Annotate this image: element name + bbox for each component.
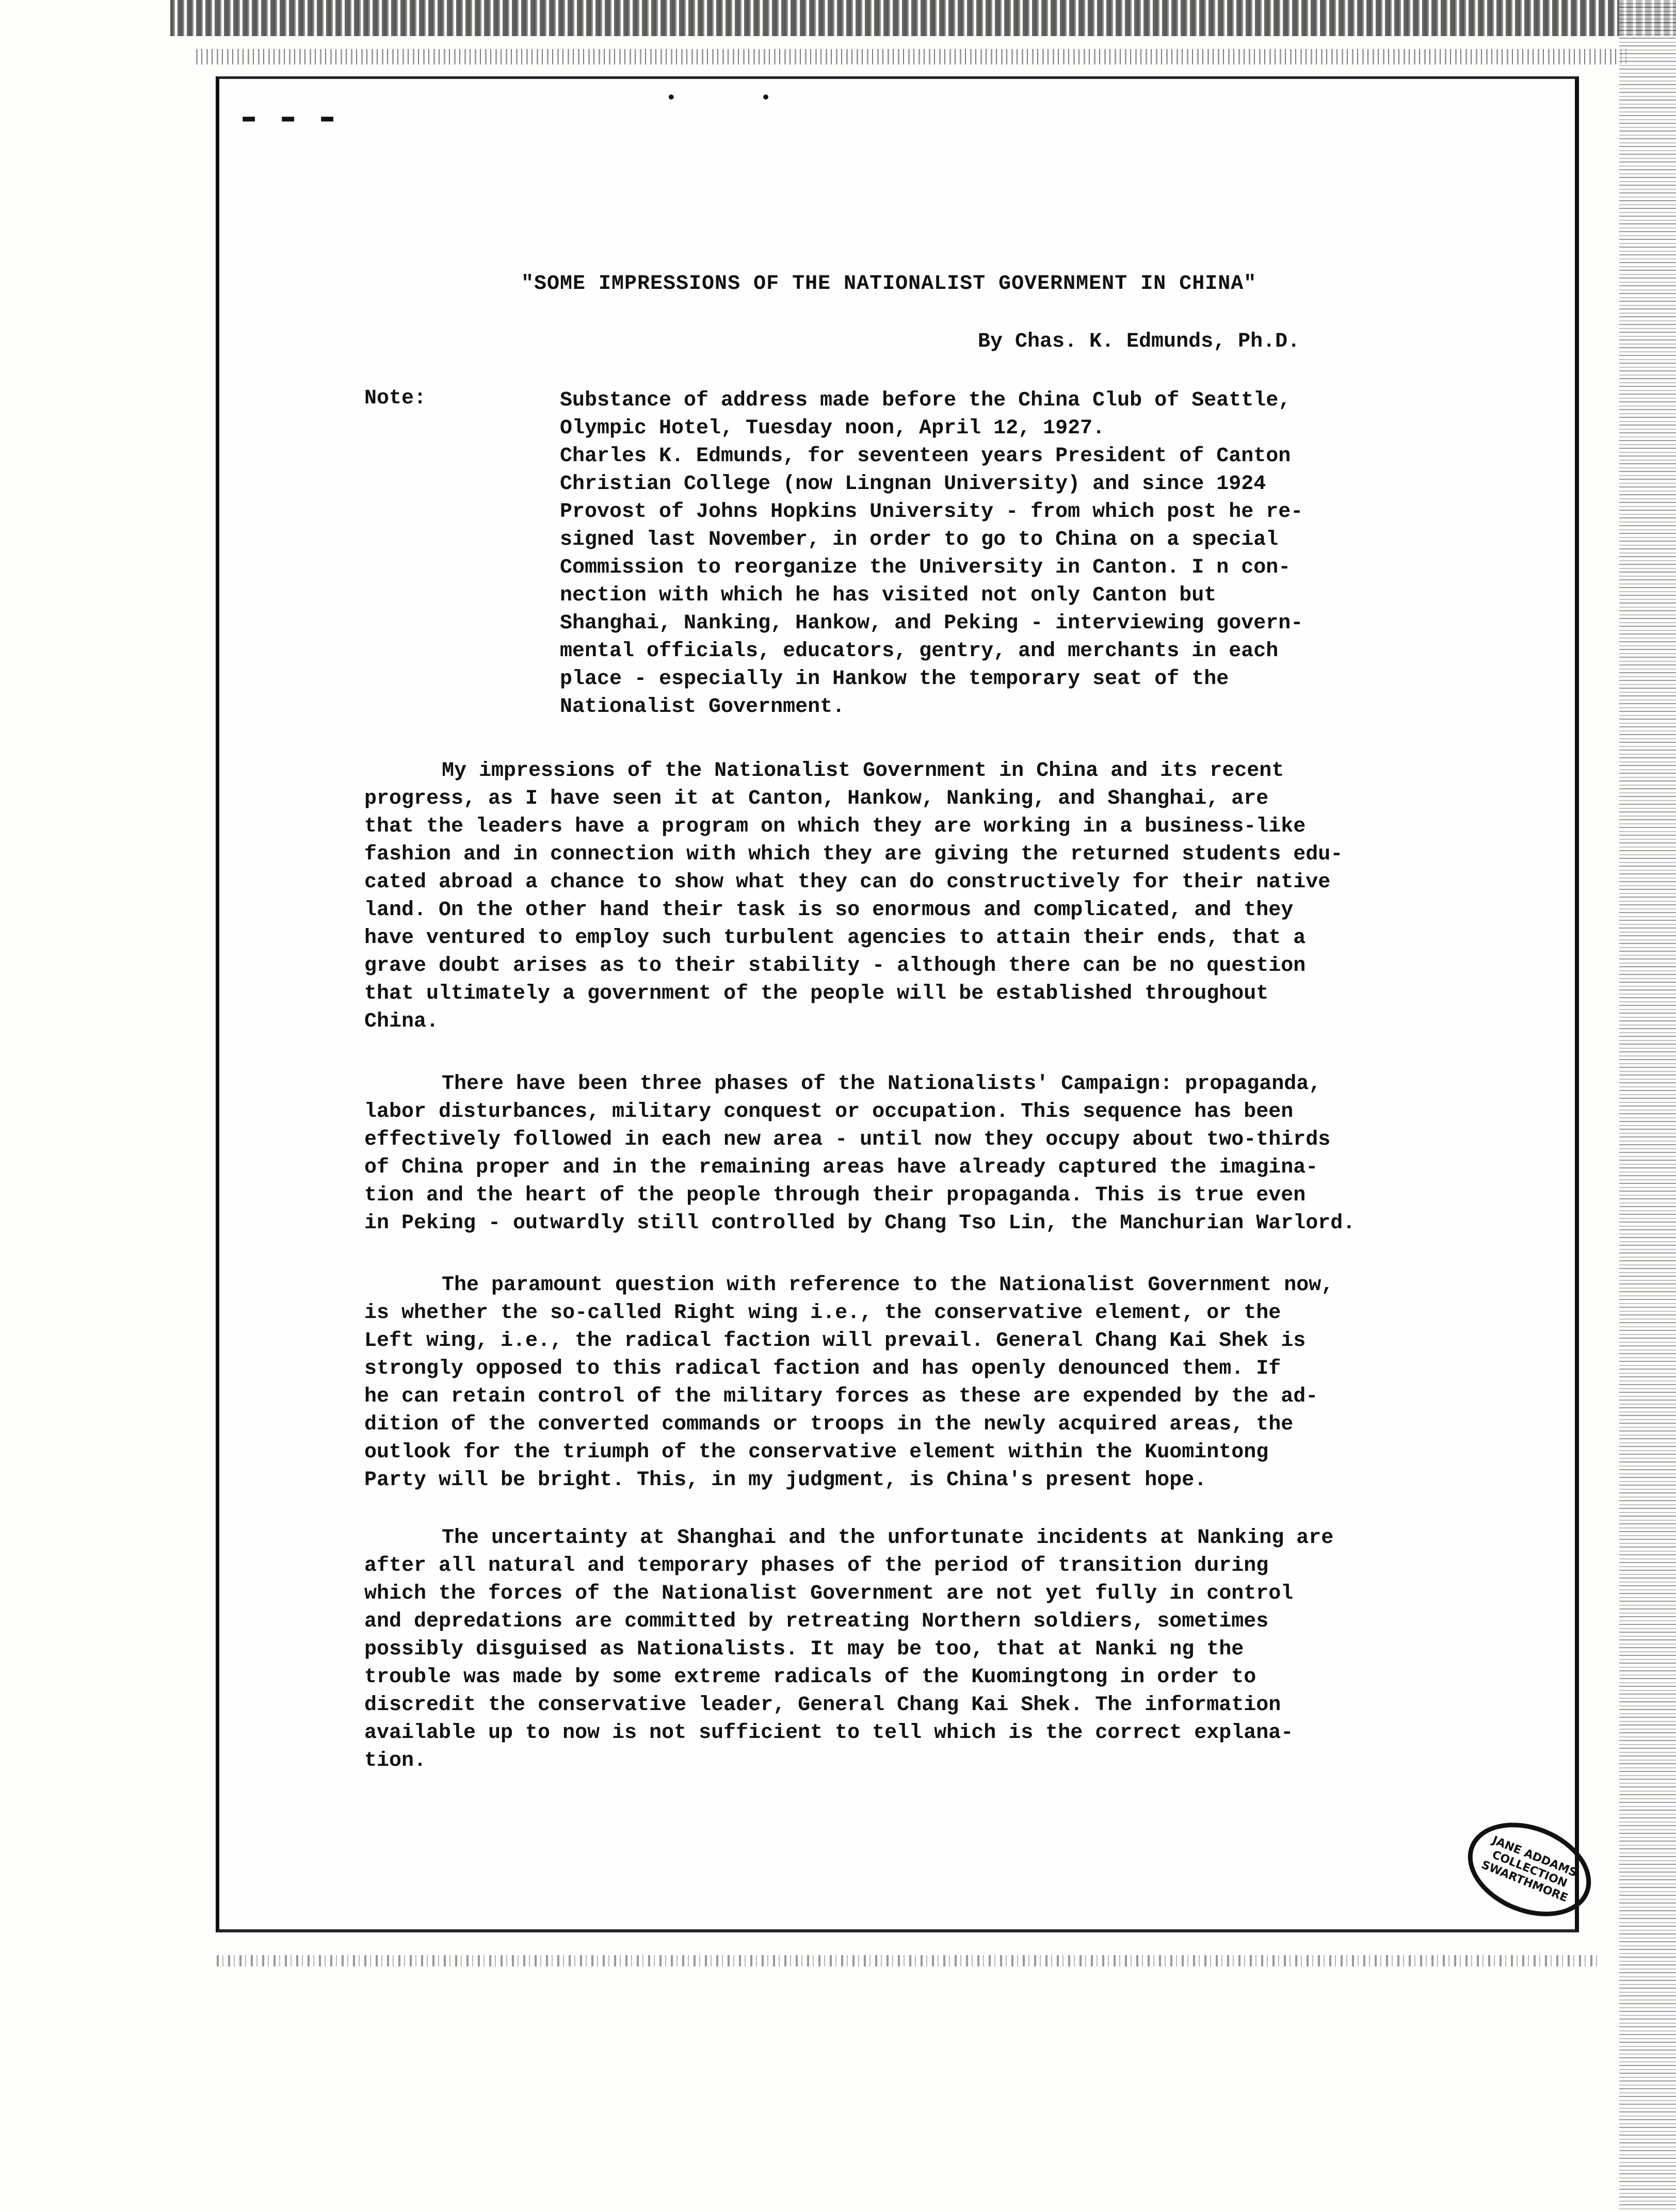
paragraph-line: The paramount question with reference to the Nationalist Government now, — [442, 1274, 1334, 1297]
scan-edge-bottom — [217, 1955, 1600, 1966]
paragraph-line: tion. — [364, 1749, 427, 1772]
paragraph-2 — [364, 1070, 1474, 1238]
paragraph-line: have ventured to employ such turbulent agencies to attain their ends, that a — [364, 926, 1306, 950]
margin-marks: ▬ ▬ ▬ — [243, 106, 341, 129]
scan-edge-right — [1619, 0, 1676, 2212]
paragraph-line: outlook for the triumph of the conservative element within the Kuomintong — [364, 1441, 1269, 1464]
paragraph-line: China. — [364, 1010, 439, 1033]
paragraph-line: possibly disguised as Nationalists. It may be too, that at Nanki ng the — [364, 1638, 1244, 1661]
note-line: Nationalist Government. — [560, 695, 845, 719]
punch-dots: • • — [666, 88, 808, 109]
paragraph-line: cated abroad a chance to show what they can do constructively for their native — [364, 871, 1331, 894]
collection-stamp: JANE ADDAMS COLLECTION SWARTHMORE — [1454, 1806, 1605, 1934]
note-line: Charles K. Edmunds, for seventeen years President of Canton — [560, 445, 1291, 468]
note-line: signed last November, in order to go to China on a special — [560, 528, 1279, 551]
paragraph-line: tion and the heart of the people through their propaganda. This is true even — [364, 1184, 1306, 1207]
paragraph-line: My impressions of the Nationalist Government in China and its recent — [442, 759, 1284, 783]
paragraph-line: in Peking - outwardly still controlled by Chang Tso Lin, the Manchurian Warlord. — [364, 1212, 1356, 1235]
paragraph-3 — [364, 1272, 1474, 1494]
note-line: Commission to reorganize the University in Canton. I n con- — [560, 556, 1291, 579]
paragraph-line: dition of the converted commands or troops in the newly acquired areas, the — [364, 1413, 1294, 1436]
paragraph-line: of China proper and in the remaining areas have already captured the imagina- — [364, 1156, 1318, 1179]
paragraph-line: is whether the so-called Right wing i.e., the conservative element, or the — [364, 1302, 1281, 1325]
scan-edge-top-inner — [196, 49, 1631, 64]
note-label: Note: — [364, 387, 427, 410]
paragraph-line: Left wing, i.e., the radical faction will prevail. General Chang Kai Shek is — [364, 1329, 1306, 1353]
paragraph-line: progress, as I have seen it at Canton, Hankow, Nanking, and Shanghai, are — [364, 787, 1269, 810]
paragraph-line: trouble was made by some extreme radicals of the Kuomingtong in order to — [364, 1666, 1256, 1689]
note-line: nection with which he has visited not only Canton but — [560, 584, 1217, 607]
note-line: place - especially in Hankow the temporary seat of the — [560, 668, 1229, 691]
note-text — [560, 387, 1411, 721]
note-line: Provost of Johns Hopkins University - from which post he re- — [560, 500, 1303, 524]
paragraph-line: after all natural and temporary phases of the period of transition during — [364, 1554, 1269, 1577]
paragraph-line: discredit the conservative leader, General Chang Kai Shek. The information — [364, 1694, 1281, 1717]
note-line: Christian College (now Lingnan University) and since 1924 — [560, 473, 1266, 496]
note-line: Shanghai, Nanking, Hankow, and Peking - interviewing govern- — [560, 612, 1303, 635]
note-line: Substance of address made before the China Club of Seattle, — [560, 389, 1291, 412]
paragraph-4 — [364, 1524, 1474, 1775]
paragraph-line: The uncertainty at Shanghai and the unfortunate incidents at Nanking are — [442, 1526, 1334, 1550]
document-title: "SOME IMPRESSIONS OF THE NATIONALIST GOVERNMENT IN CHINA" — [521, 272, 1257, 296]
paragraph-1 — [364, 757, 1474, 1036]
paragraph-line: that ultimately a government of the people will be established throughout — [364, 982, 1269, 1005]
note-line: mental officials, educators, gentry, and merchants in each — [560, 640, 1279, 663]
paragraph-line: strongly opposed to this radical faction and has openly denounced them. If — [364, 1357, 1281, 1380]
paragraph-line: he can retain control of the military forces as these are expended by the ad- — [364, 1385, 1318, 1408]
paragraph-line: labor disturbances, military conquest or occupation. This sequence has been — [364, 1100, 1294, 1124]
paragraph-line: which the forces of the Nationalist Government are not yet fully in control — [364, 1582, 1294, 1605]
paragraph-line: grave doubt arises as to their stability - although there can be no question — [364, 954, 1306, 978]
paragraph-line: land. On the other hand their task is so enormous and complicated, and they — [364, 899, 1294, 922]
paragraph-line: There have been three phases of the Nationalists' Campaign: propaganda, — [442, 1072, 1322, 1096]
paragraph-line: and depredations are committed by retreating Northern soldiers, sometimes — [364, 1610, 1269, 1633]
author-byline: By Chas. K. Edmunds, Ph.D. — [978, 330, 1300, 353]
paragraph-line: Party will be bright. This, in my judgment, is China's present hope. — [364, 1469, 1207, 1492]
paragraph-line: available up to now is not sufficient to tell which is the correct explana- — [364, 1721, 1294, 1745]
scan-edge-top — [170, 0, 1676, 36]
note-line: Olympic Hotel, Tuesday noon, April 12, 1927. — [560, 417, 1105, 440]
paragraph-line: that the leaders have a program on which they are working in a business-like — [364, 815, 1306, 838]
paragraph-line: effectively followed in each new area - until now they occupy about two-thirds — [364, 1128, 1331, 1151]
paragraph-line: fashion and in connection with which they are giving the returned students edu- — [364, 843, 1343, 866]
